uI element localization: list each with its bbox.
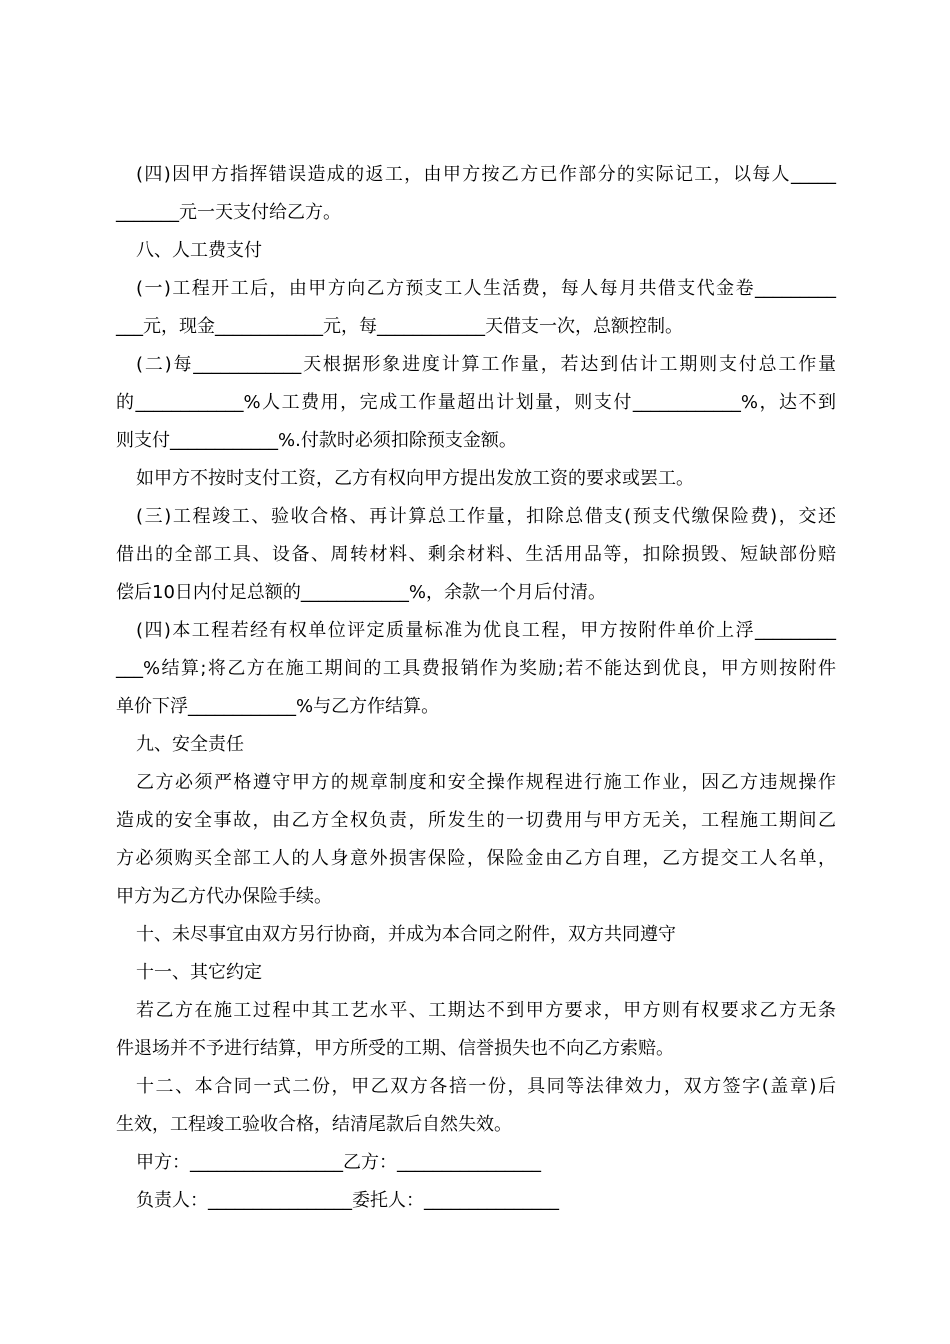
- clause-8-3-line-2: 借出的全部工具、设备、周转材料、剩余材料、生活用品等，扣除损毁、短缺部份赔: [116, 544, 836, 565]
- clause-8-4-line-3: 单价下浮____________%与乙方作结算。: [116, 696, 440, 717]
- clause-8-1-line-2: ___元，现金____________元，每____________天借支一次，总额控制。: [116, 316, 683, 337]
- section-11-heading: 十一、其它约定: [136, 962, 262, 983]
- clause-9-line-4: 甲方为乙方代办保险手续。: [116, 886, 332, 907]
- section-10-heading: 十、未尽事宜由双方另行协商，并成为本合同之附件，双方共同遵守: [136, 924, 676, 945]
- clause-8-4-line-2: ___%结算;将乙方在施工期间的工具费报销作为奖励;若不能达到优良，甲方则按附件: [116, 658, 836, 679]
- section-9-heading: 九、安全责任: [136, 734, 244, 755]
- clause-8-3-line-3: 偿后10日内付足总额的____________%，余款一个月后付清。: [116, 582, 607, 603]
- signature-party-line: 甲方：_________________乙方：________________: [136, 1152, 541, 1173]
- clause-9-line-2: 造成的安全事故，由乙方全权负责，所发生的一切费用与甲方无关，工程施工期间乙: [116, 810, 836, 831]
- clause-9-line-1: 乙方必须严格遵守甲方的规章制度和安全操作规程进行施工作业，因乙方违规操作: [136, 772, 836, 793]
- clause-4-line-1: (四)因甲方指挥错误造成的返工，由甲方按乙方已作部分的实际记工，以每人_____: [136, 164, 836, 185]
- clause-9-line-3: 方必须购买全部工人的人身意外损害保险，保险金由乙方自理，乙方提交工人名单，: [116, 848, 836, 869]
- clause-8-2-line-1: (二)每____________天根据形象进度计算工作量，若达到估计工期则支付总工作量: [136, 354, 836, 375]
- clause-8-1-line-1: (一)工程开工后，由甲方向乙方预支工人生活费，每人每月共借支代金卷_________: [136, 278, 836, 299]
- clause-8-2-line-2: 的____________%人工费用，完成工作量超出计划量，则支付____________%，达不到: [116, 392, 836, 413]
- clause-4-line-2: _______元一天支付给乙方。: [116, 202, 341, 223]
- section-12-line-2: 生效，工程竣工验收合格，结清尾款后自然失效。: [116, 1114, 512, 1135]
- signature-representative-line: 负责人：________________委托人：_______________: [136, 1190, 559, 1211]
- clause-8-note: 如甲方不按时支付工资，乙方有权向甲方提出发放工资的要求或罢工。: [136, 468, 694, 489]
- clause-11-line-1: 若乙方在施工过程中其工艺水平、工期达不到甲方要求，甲方则有权要求乙方无条: [136, 1000, 836, 1021]
- section-8-heading: 八、人工费支付: [136, 240, 262, 261]
- clause-8-2-line-3: 则支付____________%.付款时必须扣除预支金额。: [116, 430, 517, 451]
- clause-8-3-line-1: (三)工程竣工、验收合格、再计算总工作量，扣除总借支(预支代缴保险费)，交还: [136, 506, 836, 527]
- clause-11-line-2: 件退场并不予进行结算，甲方所受的工期、信誉损失也不向乙方索赔。: [116, 1038, 674, 1059]
- clause-8-4-line-1: (四)本工程若经有权单位评定质量标准为优良工程，甲方按附件单价上浮_________: [136, 620, 836, 641]
- section-12-line-1: 十二、本合同一式二份，甲乙双方各掊一份，具同等法律效力，双方签字(盖章)后: [136, 1076, 836, 1097]
